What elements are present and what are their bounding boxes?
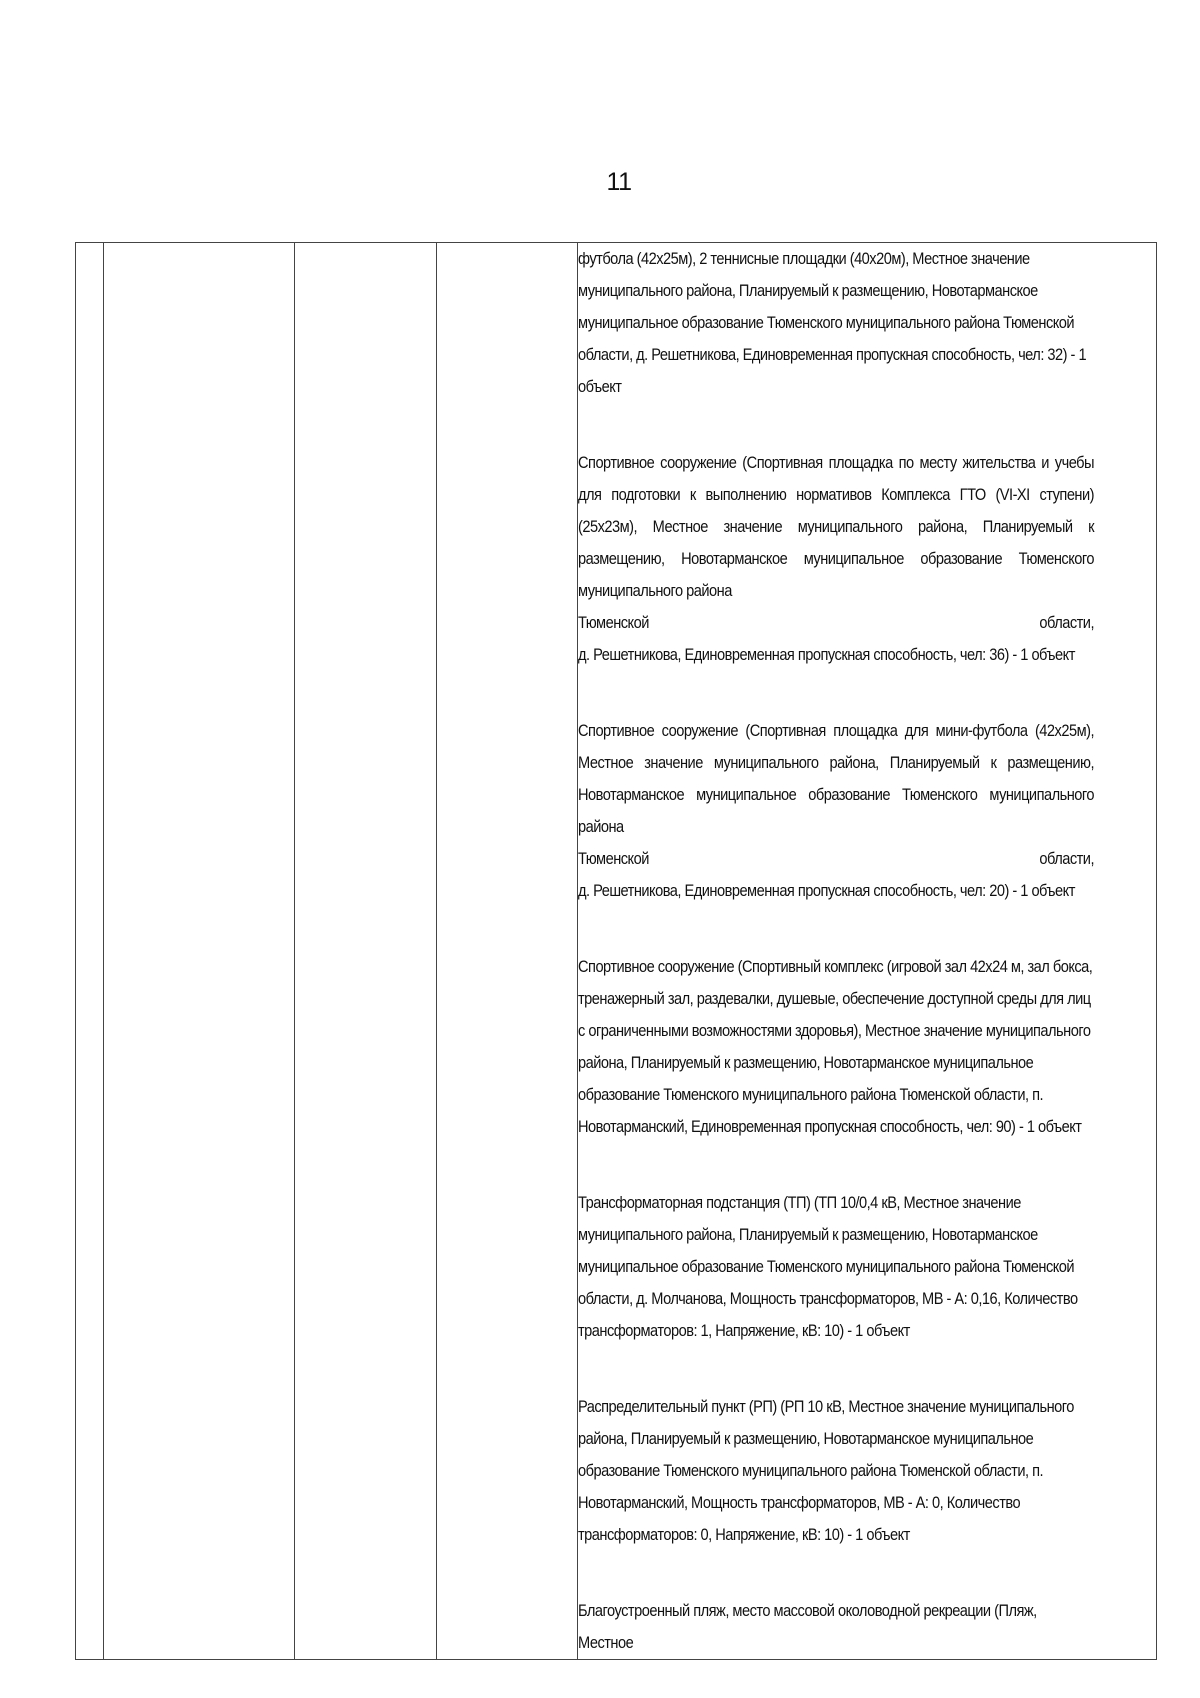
entry-text: Спортивное сооружение (Спортивная площадка для мини-футбола (42х25м), Местное значение муниципального района, Планируемый к размещению, Новотарманское муниципальное образование Тюменского муниципального района [578, 721, 1094, 836]
entry-text: д. Решетникова, Единовременная пропускная способность, чел: 20) - 1 объект [578, 881, 1075, 900]
entry-text: Спортивное сооружение (Спортивная площадка по месту жительства и учебы для подготовки к выполнению нормативов Комплекса ГТО (VI-XI ступени) (25х23м), Местное значение муниципального района, Планируемый к размещению, Новотарманское муниципальное образование Тюменского муниципального района [578, 453, 1094, 600]
table-cell-objects [578, 243, 1157, 1660]
entry-text: Спортивное сооружение (Спортивный комплекс (игровой зал 42х24 м, зал бокса, тренажерный зал, раздевалки, душевые, обеспечение доступной среды для лиц с ограниченными возможностями здоровья), Местное значение муниципального района, Планируемый к размещению, Новотарманское муниципальное образование Тюменского муниципального района Тюменской области, п. Новотарманский, Единовременная пропускная способность, чел: 90) - 1 объект [578, 957, 1093, 1136]
table-cell-col-1 [76, 243, 104, 1660]
object-entry [578, 951, 1094, 1143]
entry-text: Трансформаторная подстанция (ТП) (ТП 10/0,4 кВ, Местное значение муниципального района, Планируемый к размещению, Новотарманское муниципальное образование Тюменского муниципального района Тюменской области, д. Молчанова, Мощность трансформаторов, МВ - А: 0,16, Количество трансформаторов: 1, Напряжение, кВ: 10) - 1 объект [578, 1193, 1078, 1340]
entry-text: Распределительный пункт (РП) (РП 10 кВ, Местное значение муниципального района, Планируемый к размещению, Новотарманское муниципальное образование Тюменского муниципального района Тюменской области, п. Новотарманский, Мощность трансформаторов, МВ - А: 0, Количество трансформаторов: 0, Напряжение, кВ: 10) - 1 объект [578, 1397, 1074, 1544]
object-entry [578, 1391, 1094, 1551]
document-table [75, 242, 1157, 1660]
object-entry [578, 715, 1094, 907]
entry-text: д. Решетникова, Единовременная пропускная способность, чел: 36) - 1 объект [578, 645, 1075, 664]
object-entry [578, 447, 1094, 671]
entry-text: футбола (42х25м), 2 теннисные площадки (40х20м), Местное значение муниципального района, Планируемый к размещению, Новотарманское муниципальное образование Тюменского муниципального района Тюменской области, д. Решетникова, Единовременная пропускная способность, чел: 32) - 1 объект [578, 249, 1087, 396]
object-entry [578, 1595, 1094, 1659]
table-cell-col-3 [295, 243, 437, 1660]
object-entry [578, 1187, 1094, 1347]
entry-text: Благоустроенный пляж, место массовой околоводной рекреации (Пляж, Местное [578, 1601, 1037, 1652]
object-entry [578, 243, 1094, 403]
table-cell-col-2 [104, 243, 295, 1660]
page-number: 11 [606, 168, 632, 196]
entry-text: Тюменской области, [578, 613, 1094, 632]
table-row [76, 243, 1157, 1660]
entry-text: Тюменской области, [578, 849, 1094, 868]
table-cell-col-4 [437, 243, 578, 1660]
